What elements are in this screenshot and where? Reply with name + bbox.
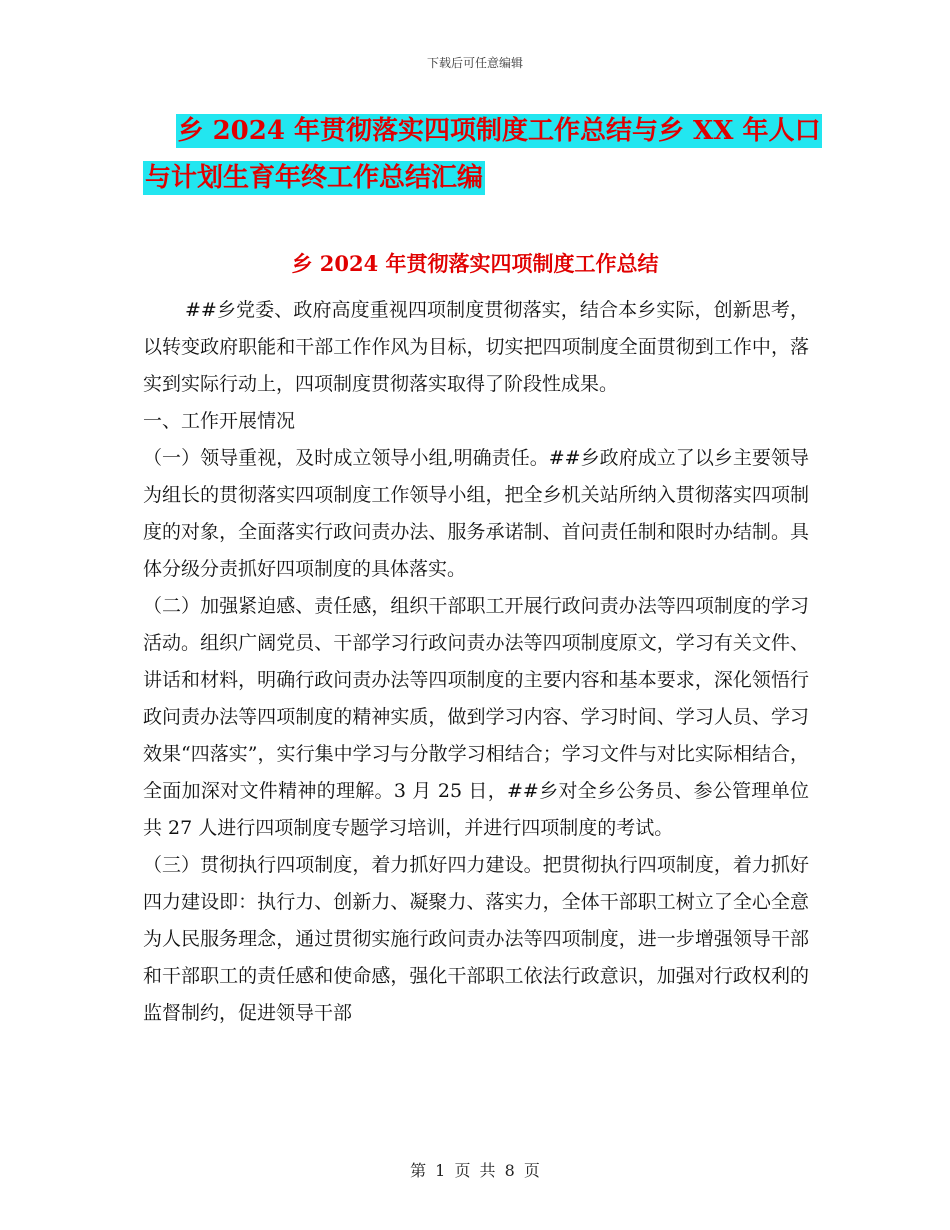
heading-work-status: 一、工作开展情况 <box>143 410 296 432</box>
paragraph-item-2: （二）加强紧迫感、责任感，组织干部职工开展行政问责办法等四项制度的学习活动。组织广阔党员、干部学习行政问责办法等四项制度原文，学习有关文件、讲话和材料，明确行政问责办法等四项制度的主要内容和基本要求，深化领悟行政问责办法等四项制度的精神实质，做到学习内容、学习时间、学习人员、学习效果“四落实”，实行集中学习与分散学习相结合；学习文件与对比实际相结合，全面加深对文件精神的理解。3 月 25 日，##乡对全乡公务员、参公管理单位共 27 人进行四项制度专题学习培训，并进行四项制度的考试。 <box>143 595 809 839</box>
section-title: 乡 2024 年贯彻落实四项制度工作总结 <box>291 251 659 276</box>
document-title-line-2 <box>0 157 950 194</box>
document-title-line-1 <box>0 110 950 147</box>
page-footer: 第 1 页 共 8 页 <box>410 1161 540 1180</box>
title-highlight-1: 乡 2024 年贯彻落实四项制度工作总结与乡 XX 年人口 <box>177 116 821 146</box>
title-highlight-2: 与计划生育年终工作总结汇编 <box>144 163 483 193</box>
paragraph-intro: ##乡党委、政府高度重视四项制度贯彻落实，结合本乡实际，创新思考，以转变政府职能和干部工作作风为目标，切实把四项制度全面贯彻到工作中，落实到实际行动上，四项制度贯彻落实取得了阶段性成果。 <box>143 299 809 395</box>
document-body <box>143 292 809 1032</box>
page-header: 下载后可任意编辑 <box>426 56 523 70</box>
paragraph-item-1: （一）领导重视，及时成立领导小组,明确责任。##乡政府成立了以乡主要领导为组长的贯彻落实四项制度工作领导小组，把全乡机关站所纳入贯彻落实四项制度的对象，全面落实行政问责办法、服务承诺制、首问责任制和限时办结制。具体分级分责抓好四项制度的具体落实。 <box>143 447 809 580</box>
paragraph-item-3: （三）贯彻执行四项制度，着力抓好四力建设。把贯彻执行四项制度，着力抓好四力建设即：执行力、创新力、凝聚力、落实力，全体干部职工树立了全心全意为人民服务理念，通过贯彻实施行政问责办法等四项制度，进一步增强领导干部和干部职工的责任感和使命感，强化干部职工依法行政意识，加强对行政权利的监督制约，促进领导干部 <box>143 854 809 1024</box>
